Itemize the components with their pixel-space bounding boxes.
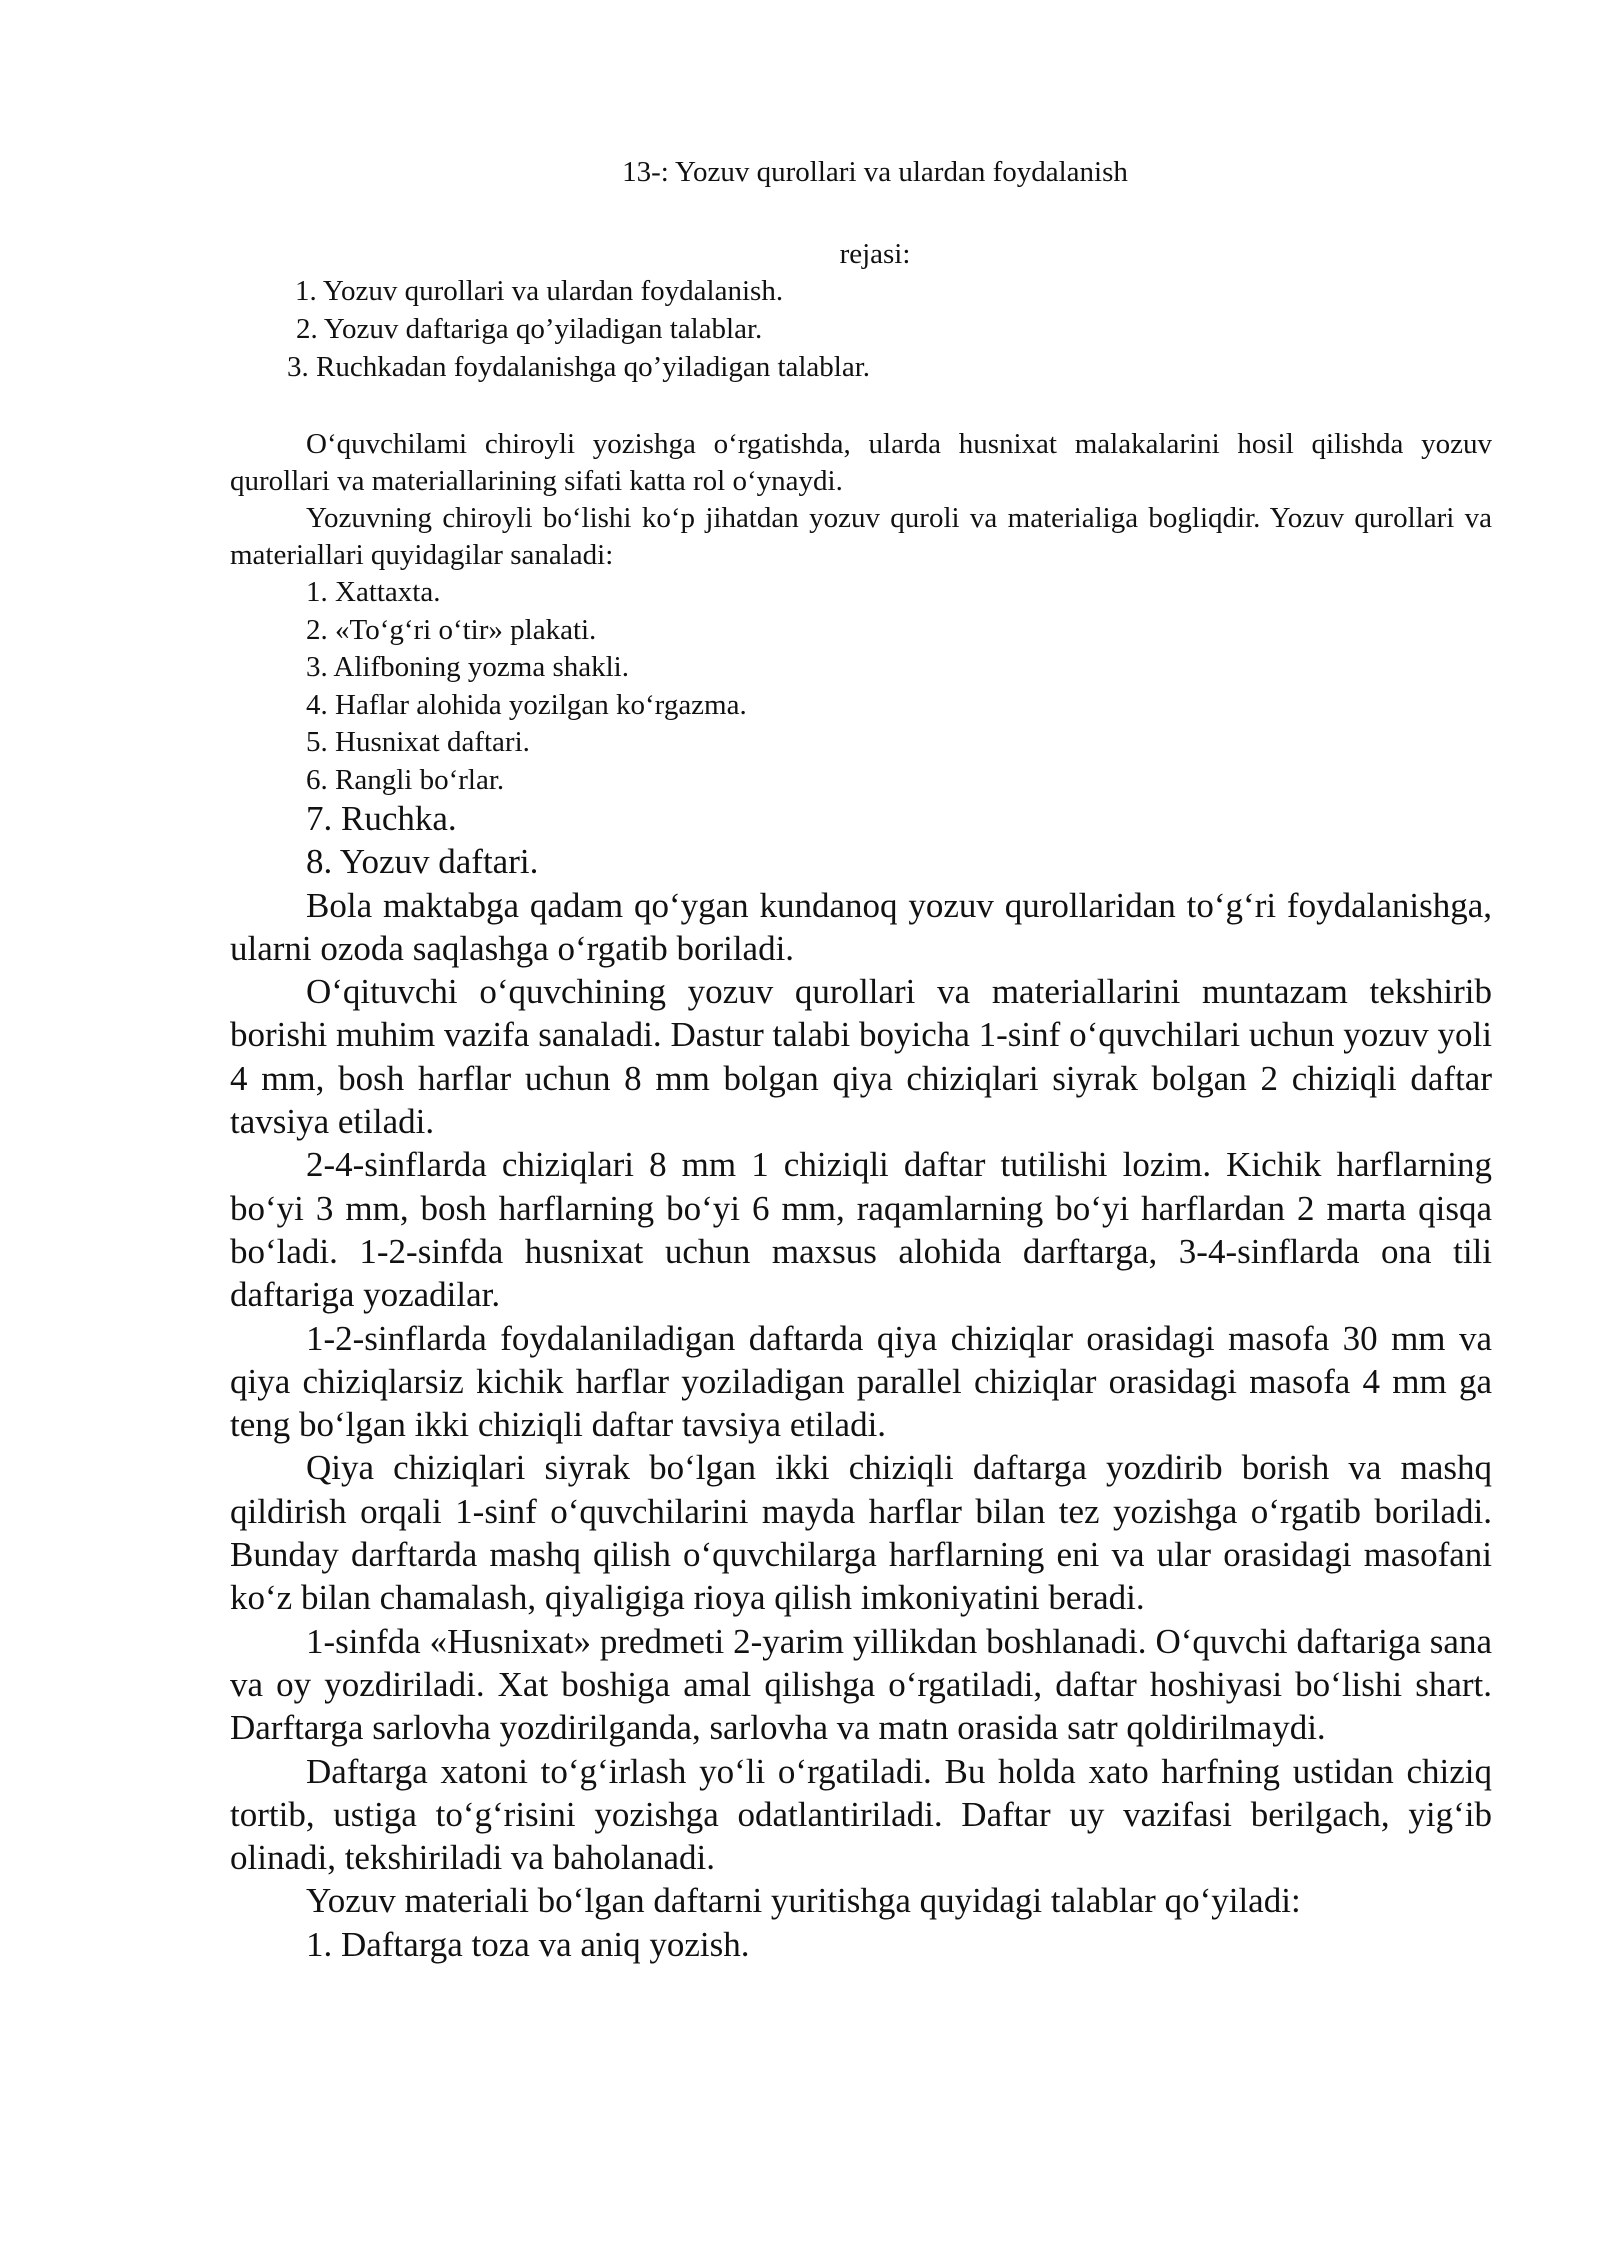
list-item: 5. Husnixat daftari. — [306, 726, 530, 758]
plan-item: 3. Ruchkadan foydalanishga qo’yiladigan talablar. — [287, 351, 871, 383]
body-paragraph: 2-4-sinflarda chiziqlari 8 mm 1 chiziqli daftar tutilishi lozim. Kichik harflarning bo‘yi 3 mm, bosh harflarning bo‘yi 6 mm, raqamlarning bo‘yi harflardan 2 marta qisqa bo‘ladi. 1-2-sinfda husnixat uchun maxsus alohida darftarga, 3-4-sinflarda ona tili daftariga yozadilar. — [230, 1145, 1492, 1315]
tools-list-continued — [230, 797, 1492, 884]
intro-section — [230, 426, 1492, 799]
plan-item: 2. Yozuv daftariga qo’yiladigan talablar. — [296, 313, 763, 345]
list-item: 2. «To‘g‘ri o‘tir» plakati. — [306, 613, 597, 646]
list-item: 6. Rangli bo‘rlar. — [306, 763, 505, 796]
body-paragraph: Daftarga xatoni to‘g‘irlash yo‘li o‘rgatiladi. Bu holda xato harfning ustidan chiziq tortib, ustiga to‘g‘risini yozishga odatlantiriladi. Daftar uy vazifasi berilgach, yig‘ib olinadi, tekshiriladi va baholanadi. — [230, 1751, 1492, 1878]
body-paragraph: 1-sinfda «Husnixat» predmeti 2-yarim yillikdan boshlanadi. O‘quvchi daftariga sana va oy yozdiriladi. Xat boshiga amal qilishga o‘rgatiladi, daftar hoshiyasi bo‘lishi shart. Darftarga sarlovha yozdirilganda, sarlovha va matn orasida satr qoldirilmaydi. — [230, 1621, 1492, 1748]
list-item: 1. Xattaxta. — [306, 576, 441, 608]
body-paragraph: 1-2-sinflarda foydalaniladigan daftarda qiya chiziqlar orasidagi masofa 30 mm va qiya chiziqlarsiz kichik harflar yoziladigan parallel chiziqlar orasidagi masofa 4 mm ga teng bo‘lgan ikki chiziqli daftar tavsiya etiladi. — [230, 1318, 1492, 1445]
plan-item: 1. Yozuv qurollari va ulardan foydalanish. — [295, 275, 784, 307]
body-paragraph: O‘quvchilami chiroyli yozishga o‘rgatishda, ularda husnixat malakalarini hosil qilishda yozuv qurollari va materiallarining sifati katta rol o‘ynaydi. — [230, 428, 1492, 497]
list-item: 7. Ruchka. — [306, 799, 457, 838]
list-item: 3. Alifboning yozma shakli. — [306, 651, 629, 683]
page-title: 13-: Yozuv qurollari va ulardan foydalanish — [622, 156, 1128, 188]
requirements-list — [230, 1923, 1492, 1966]
list-item: 1. Daftarga toza va aniq yozish. — [306, 1924, 750, 1964]
body-paragraph: Yozuvning chiroyli bo‘lishi ko‘p jihatdan yozuv quroli va materialiga bogliqdir. Yozuv qurollari va materiallari quyidagilar sanaladi: — [230, 502, 1492, 571]
main-section — [230, 797, 1492, 1966]
body-paragraph: Yozuv materiali bo‘lgan daftarni yuritishga quyidagi talablar qo‘yiladi: — [306, 1881, 1301, 1921]
plan-list — [287, 272, 871, 386]
tools-list — [230, 574, 1492, 799]
list-item: 4. Haflar alohida yozilgan ko‘rgazma. — [306, 688, 747, 721]
plan-heading: rejasi: — [839, 238, 911, 270]
body-paragraph: O‘qituvchi o‘quvchining yozuv qurollari va materiallarini muntazam tekshirib borishi muhim vazifa sanaladi. Dastur talabi boyicha 1-sinf o‘quvchilari uchun yozuv yoli 4 mm, bosh harflar uchun 8 mm bolgan qiya chiziqlari siyrak bolgan 2 chiziqli daftar tavsiya etiladi. — [230, 972, 1492, 1142]
list-item: 8. Yozuv daftari. — [306, 842, 539, 882]
body-paragraph: Qiya chiziqlari siyrak bo‘lgan ikki chiziqli daftarga yozdirib borish va mashq qildirish orqali 1-sinf o‘quvchilarini mayda harflar bilan tez yozishga o‘rgatib boriladi. Bunday darftarda mashq qilish o‘quvchilarga harflarning eni va ular orasidagi masofani ko‘z bilan chamalash, qiyaligiga rioya qilish imkoniyatini beradi. — [230, 1448, 1492, 1618]
body-paragraph: Bola maktabga qadam qo‘ygan kundanoq yozuv qurollaridan to‘g‘ri foydalanishga, ularni ozoda saqlashga o‘rgatib boriladi. — [230, 885, 1492, 968]
